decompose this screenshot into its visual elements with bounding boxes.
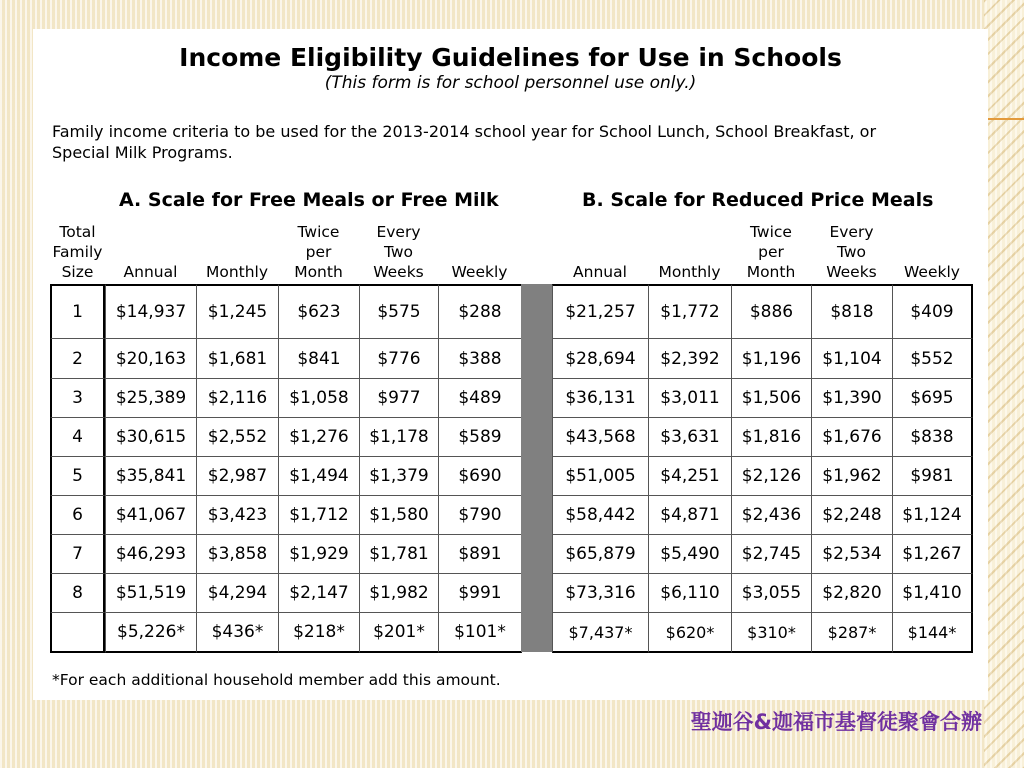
free-meal-value: $46,293 [105, 534, 197, 574]
reduced-price-value: $886 [731, 284, 812, 339]
reduced-price-value: $51,005 [552, 456, 649, 496]
scale-separator [521, 284, 552, 652]
reduced-price-value: $1,390 [811, 378, 893, 418]
column-header-annual-a [105, 219, 196, 282]
intro-text: Family income criteria to be used for the 2013-2014 school year for School Lunch, School Breakfast, or Special Milk Programs. [52, 122, 877, 162]
column-header-monthly-a [196, 219, 278, 282]
column-header-line: per [305, 243, 332, 261]
column-header-line: per [758, 243, 784, 261]
reduced-price-value: $28,694 [552, 338, 649, 379]
column-header-weekly-b [892, 219, 972, 282]
family-size-cell [50, 612, 106, 653]
organization-label: 聖迦谷&迦福市基督徒聚會合辦 [690, 710, 982, 734]
reduced-price-value: $1,196 [731, 338, 812, 379]
column-header-twice-a [278, 219, 359, 282]
free-meal-value: $3,858 [196, 534, 279, 574]
reduced-price-value: $695 [892, 378, 973, 418]
free-meal-value: $2,987 [196, 456, 279, 496]
free-meal-value: $776 [359, 338, 439, 379]
free-meal-value: $1,379 [359, 456, 439, 496]
free-meal-value: $1,781 [359, 534, 439, 574]
free-meal-value: $891 [438, 534, 522, 574]
free-meal-value: $1,276 [278, 417, 360, 457]
column-header-line: Weeks [826, 263, 877, 281]
free-meal-value: $436* [196, 612, 279, 653]
reduced-price-value: $144* [892, 612, 973, 653]
column-header-line: Month [294, 263, 343, 281]
free-meal-value: $2,116 [196, 378, 279, 418]
reduced-price-value: $3,631 [648, 417, 732, 457]
column-header-every-a [359, 219, 438, 282]
reduced-price-value: $21,257 [552, 284, 649, 339]
column-header-monthly-b [648, 219, 731, 282]
section-a-heading: A. Scale for Free Meals or Free Milk [119, 189, 499, 211]
free-meal-value: $218* [278, 612, 360, 653]
reduced-price-value: $1,676 [811, 417, 893, 457]
column-header-line: Weekly [904, 263, 960, 281]
reduced-price-value: $818 [811, 284, 893, 339]
reduced-price-value: $4,871 [648, 495, 732, 535]
free-meal-value: $1,681 [196, 338, 279, 379]
free-meal-value: $841 [278, 338, 360, 379]
free-meal-value: $4,294 [196, 573, 279, 613]
family-size-cell: 5 [50, 456, 106, 496]
family-size-cell: 1 [50, 284, 106, 339]
free-meal-value: $388 [438, 338, 522, 379]
reduced-price-value: $310* [731, 612, 812, 653]
reduced-price-value: $2,392 [648, 338, 732, 379]
free-meal-value: $1,494 [278, 456, 360, 496]
column-header-line: Monthly [205, 263, 269, 281]
free-meal-value: $25,389 [105, 378, 197, 418]
free-meal-value: $2,552 [196, 417, 279, 457]
column-header-line: Twice [750, 223, 792, 241]
reduced-price-value: $2,745 [731, 534, 812, 574]
reduced-price-value: $2,248 [811, 495, 893, 535]
free-meal-value: $41,067 [105, 495, 197, 535]
free-meal-value: $51,519 [105, 573, 197, 613]
column-header-line: Month [746, 263, 796, 281]
free-meal-value: $14,937 [105, 284, 197, 339]
reduced-price-value: $1,816 [731, 417, 812, 457]
free-meal-value: $1,712 [278, 495, 360, 535]
free-meal-value: $30,615 [105, 417, 197, 457]
free-meal-value: $623 [278, 284, 360, 339]
free-meal-value: $5,226* [105, 612, 197, 653]
reduced-price-value: $1,124 [892, 495, 973, 535]
free-meal-value: $1,580 [359, 495, 439, 535]
free-meal-value: $977 [359, 378, 439, 418]
free-meal-value: $790 [438, 495, 522, 535]
reduced-price-value: $43,568 [552, 417, 649, 457]
family-size-cell: 3 [50, 378, 106, 418]
reduced-price-value: $981 [892, 456, 973, 496]
free-meal-value: $20,163 [105, 338, 197, 379]
free-meal-value: $991 [438, 573, 522, 613]
reduced-price-value: $5,490 [648, 534, 732, 574]
column-header-line: Every [829, 223, 874, 241]
page-title: Income Eligibility Guidelines for Use in Schools [179, 43, 842, 72]
accent-line [988, 118, 1024, 120]
free-meal-value: $288 [438, 284, 522, 339]
reduced-price-value: $2,534 [811, 534, 893, 574]
section-b-heading: B. Scale for Reduced Price Meals [582, 189, 934, 211]
page-subtitle: (This form is for school personnel use only.) [324, 73, 697, 93]
family-size-cell: 6 [50, 495, 106, 535]
reduced-price-value: $2,436 [731, 495, 812, 535]
free-meal-value: $1,245 [196, 284, 279, 339]
column-header-line: Two [836, 243, 867, 261]
free-meal-value: $2,147 [278, 573, 360, 613]
slide-side-decoration [984, 0, 1024, 768]
column-header-line: Family [52, 243, 103, 261]
column-header-annual-b [552, 219, 648, 282]
slide-content [33, 29, 988, 700]
family-size-cell: 8 [50, 573, 106, 613]
footnote: *For each additional household member add this amount. [52, 671, 501, 689]
eligibility-table [50, 284, 972, 652]
reduced-price-value: $1,410 [892, 573, 973, 613]
free-meal-value: $101* [438, 612, 522, 653]
reduced-price-value: $1,772 [648, 284, 732, 339]
column-header-line: Annual [573, 263, 627, 281]
free-meal-value: $201* [359, 612, 439, 653]
free-meal-value: $589 [438, 417, 522, 457]
column-header-line: Size [61, 263, 94, 281]
reduced-price-value: $1,104 [811, 338, 893, 379]
reduced-price-value: $4,251 [648, 456, 732, 496]
reduced-price-value: $1,962 [811, 456, 893, 496]
column-header-line: Twice [297, 223, 340, 241]
reduced-price-value: $73,316 [552, 573, 649, 613]
column-header-line: Weekly [451, 263, 508, 281]
reduced-price-value: $3,055 [731, 573, 812, 613]
free-meal-value: $1,982 [359, 573, 439, 613]
reduced-price-value: $7,437* [552, 612, 649, 653]
reduced-price-value: $3,011 [648, 378, 732, 418]
reduced-price-value: $65,879 [552, 534, 649, 574]
column-header-size [50, 219, 105, 282]
reduced-price-value: $2,126 [731, 456, 812, 496]
reduced-price-value: $409 [892, 284, 973, 339]
free-meal-value: $1,929 [278, 534, 360, 574]
free-meal-value: $35,841 [105, 456, 197, 496]
free-meal-value: $489 [438, 378, 522, 418]
column-header-line: Every [376, 223, 421, 241]
reduced-price-value: $1,506 [731, 378, 812, 418]
family-size-cell: 2 [50, 338, 106, 379]
reduced-price-value: $287* [811, 612, 893, 653]
free-meal-value: $690 [438, 456, 522, 496]
reduced-price-value: $838 [892, 417, 973, 457]
column-header-line: Monthly [658, 263, 721, 281]
column-header-every-b [811, 219, 892, 282]
reduced-price-value: $6,110 [648, 573, 732, 613]
free-meal-value: $575 [359, 284, 439, 339]
column-header-twice-b [731, 219, 811, 282]
reduced-price-value: $1,267 [892, 534, 973, 574]
column-header-line: Annual [123, 263, 178, 281]
reduced-price-value: $2,820 [811, 573, 893, 613]
reduced-price-value: $620* [648, 612, 732, 653]
family-size-cell: 7 [50, 534, 106, 574]
reduced-price-value: $36,131 [552, 378, 649, 418]
reduced-price-value: $552 [892, 338, 973, 379]
reduced-price-value: $58,442 [552, 495, 649, 535]
column-header-line: Total [59, 223, 96, 241]
free-meal-value: $3,423 [196, 495, 279, 535]
free-meal-value: $1,058 [278, 378, 360, 418]
column-header-line: Weeks [373, 263, 424, 281]
free-meal-value: $1,178 [359, 417, 439, 457]
column-header-weekly-a [438, 219, 521, 282]
column-header-line: Two [383, 243, 414, 261]
family-size-cell: 4 [50, 417, 106, 457]
